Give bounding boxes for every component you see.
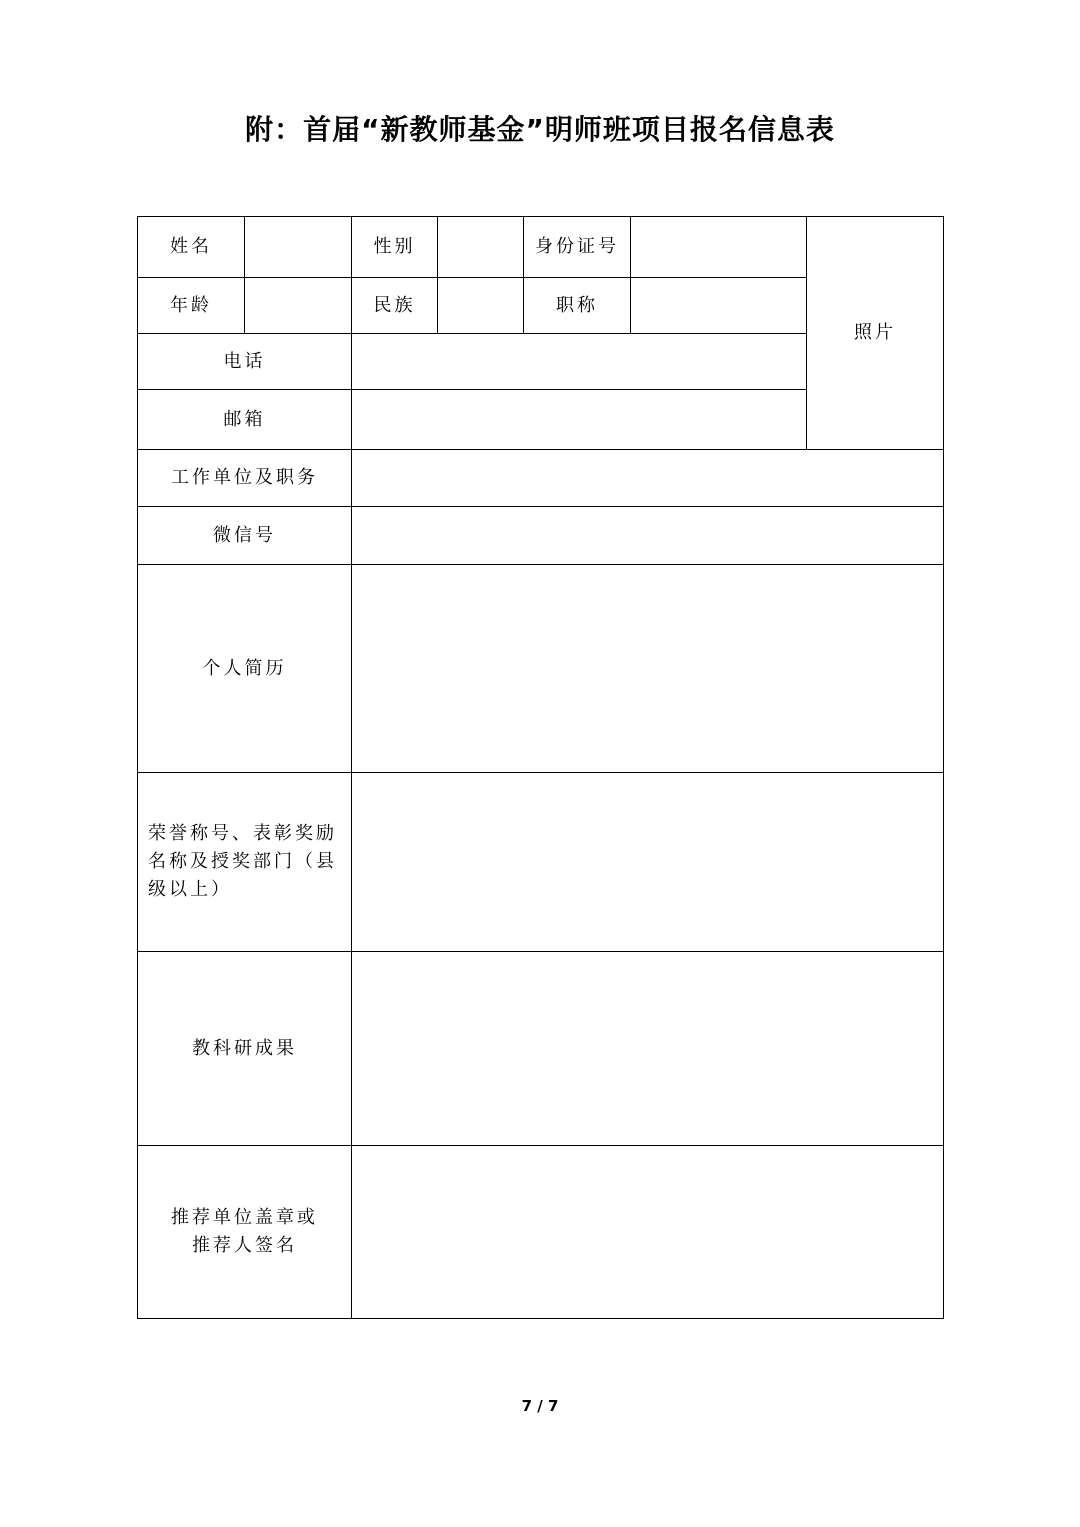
page-title: 附：首届“新教师基金”明师班项目报名信息表: [245, 113, 835, 146]
name-field[interactable]: [245, 217, 352, 278]
ethnicity-field[interactable]: [438, 278, 524, 334]
recommender-label: [138, 1146, 352, 1319]
job-title-field[interactable]: [631, 278, 807, 334]
name-label: 姓名: [138, 217, 245, 278]
table-row: [138, 565, 944, 773]
workplace-field[interactable]: [352, 450, 944, 507]
resume-field[interactable]: [352, 565, 944, 773]
honors-field[interactable]: [352, 773, 944, 952]
workplace-label: 工作单位及职务: [138, 450, 352, 507]
honors-label: 荣誉称号、表彰奖励名称及授奖部门（县级以上）: [138, 773, 352, 952]
table-row: [138, 1146, 944, 1319]
resume-label: 个人简历: [138, 565, 352, 773]
registration-form-table: [137, 216, 944, 1319]
id-number-label: 身份证号: [524, 217, 631, 278]
table-row: [138, 773, 944, 952]
ethnicity-label: 民族: [352, 278, 438, 334]
phone-label: 电话: [138, 334, 352, 390]
research-label: 教科研成果: [138, 952, 352, 1146]
id-number-field[interactable]: [631, 217, 807, 278]
wechat-label: 微信号: [138, 507, 352, 565]
age-field[interactable]: [245, 278, 352, 334]
table-row: [138, 507, 944, 565]
gender-field[interactable]: [438, 217, 524, 278]
phone-field[interactable]: [352, 334, 807, 390]
age-label: 年龄: [138, 278, 245, 334]
recommender-label-line1: 推荐单位盖章或: [171, 1207, 318, 1228]
recommender-signature-field[interactable]: [352, 1146, 944, 1319]
page-number: 7 / 7: [521, 1397, 559, 1415]
email-label: 邮箱: [138, 390, 352, 450]
table-row: [138, 217, 944, 278]
recommender-label-line2: 推荐人签名: [192, 1235, 297, 1256]
table-row: [138, 952, 944, 1146]
research-field[interactable]: [352, 952, 944, 1146]
wechat-field[interactable]: [352, 507, 944, 565]
photo-cell[interactable]: 照片: [807, 217, 944, 450]
email-field[interactable]: [352, 390, 807, 450]
job-title-label: 职称: [524, 278, 631, 334]
gender-label: 性别: [352, 217, 438, 278]
table-row: [138, 450, 944, 507]
